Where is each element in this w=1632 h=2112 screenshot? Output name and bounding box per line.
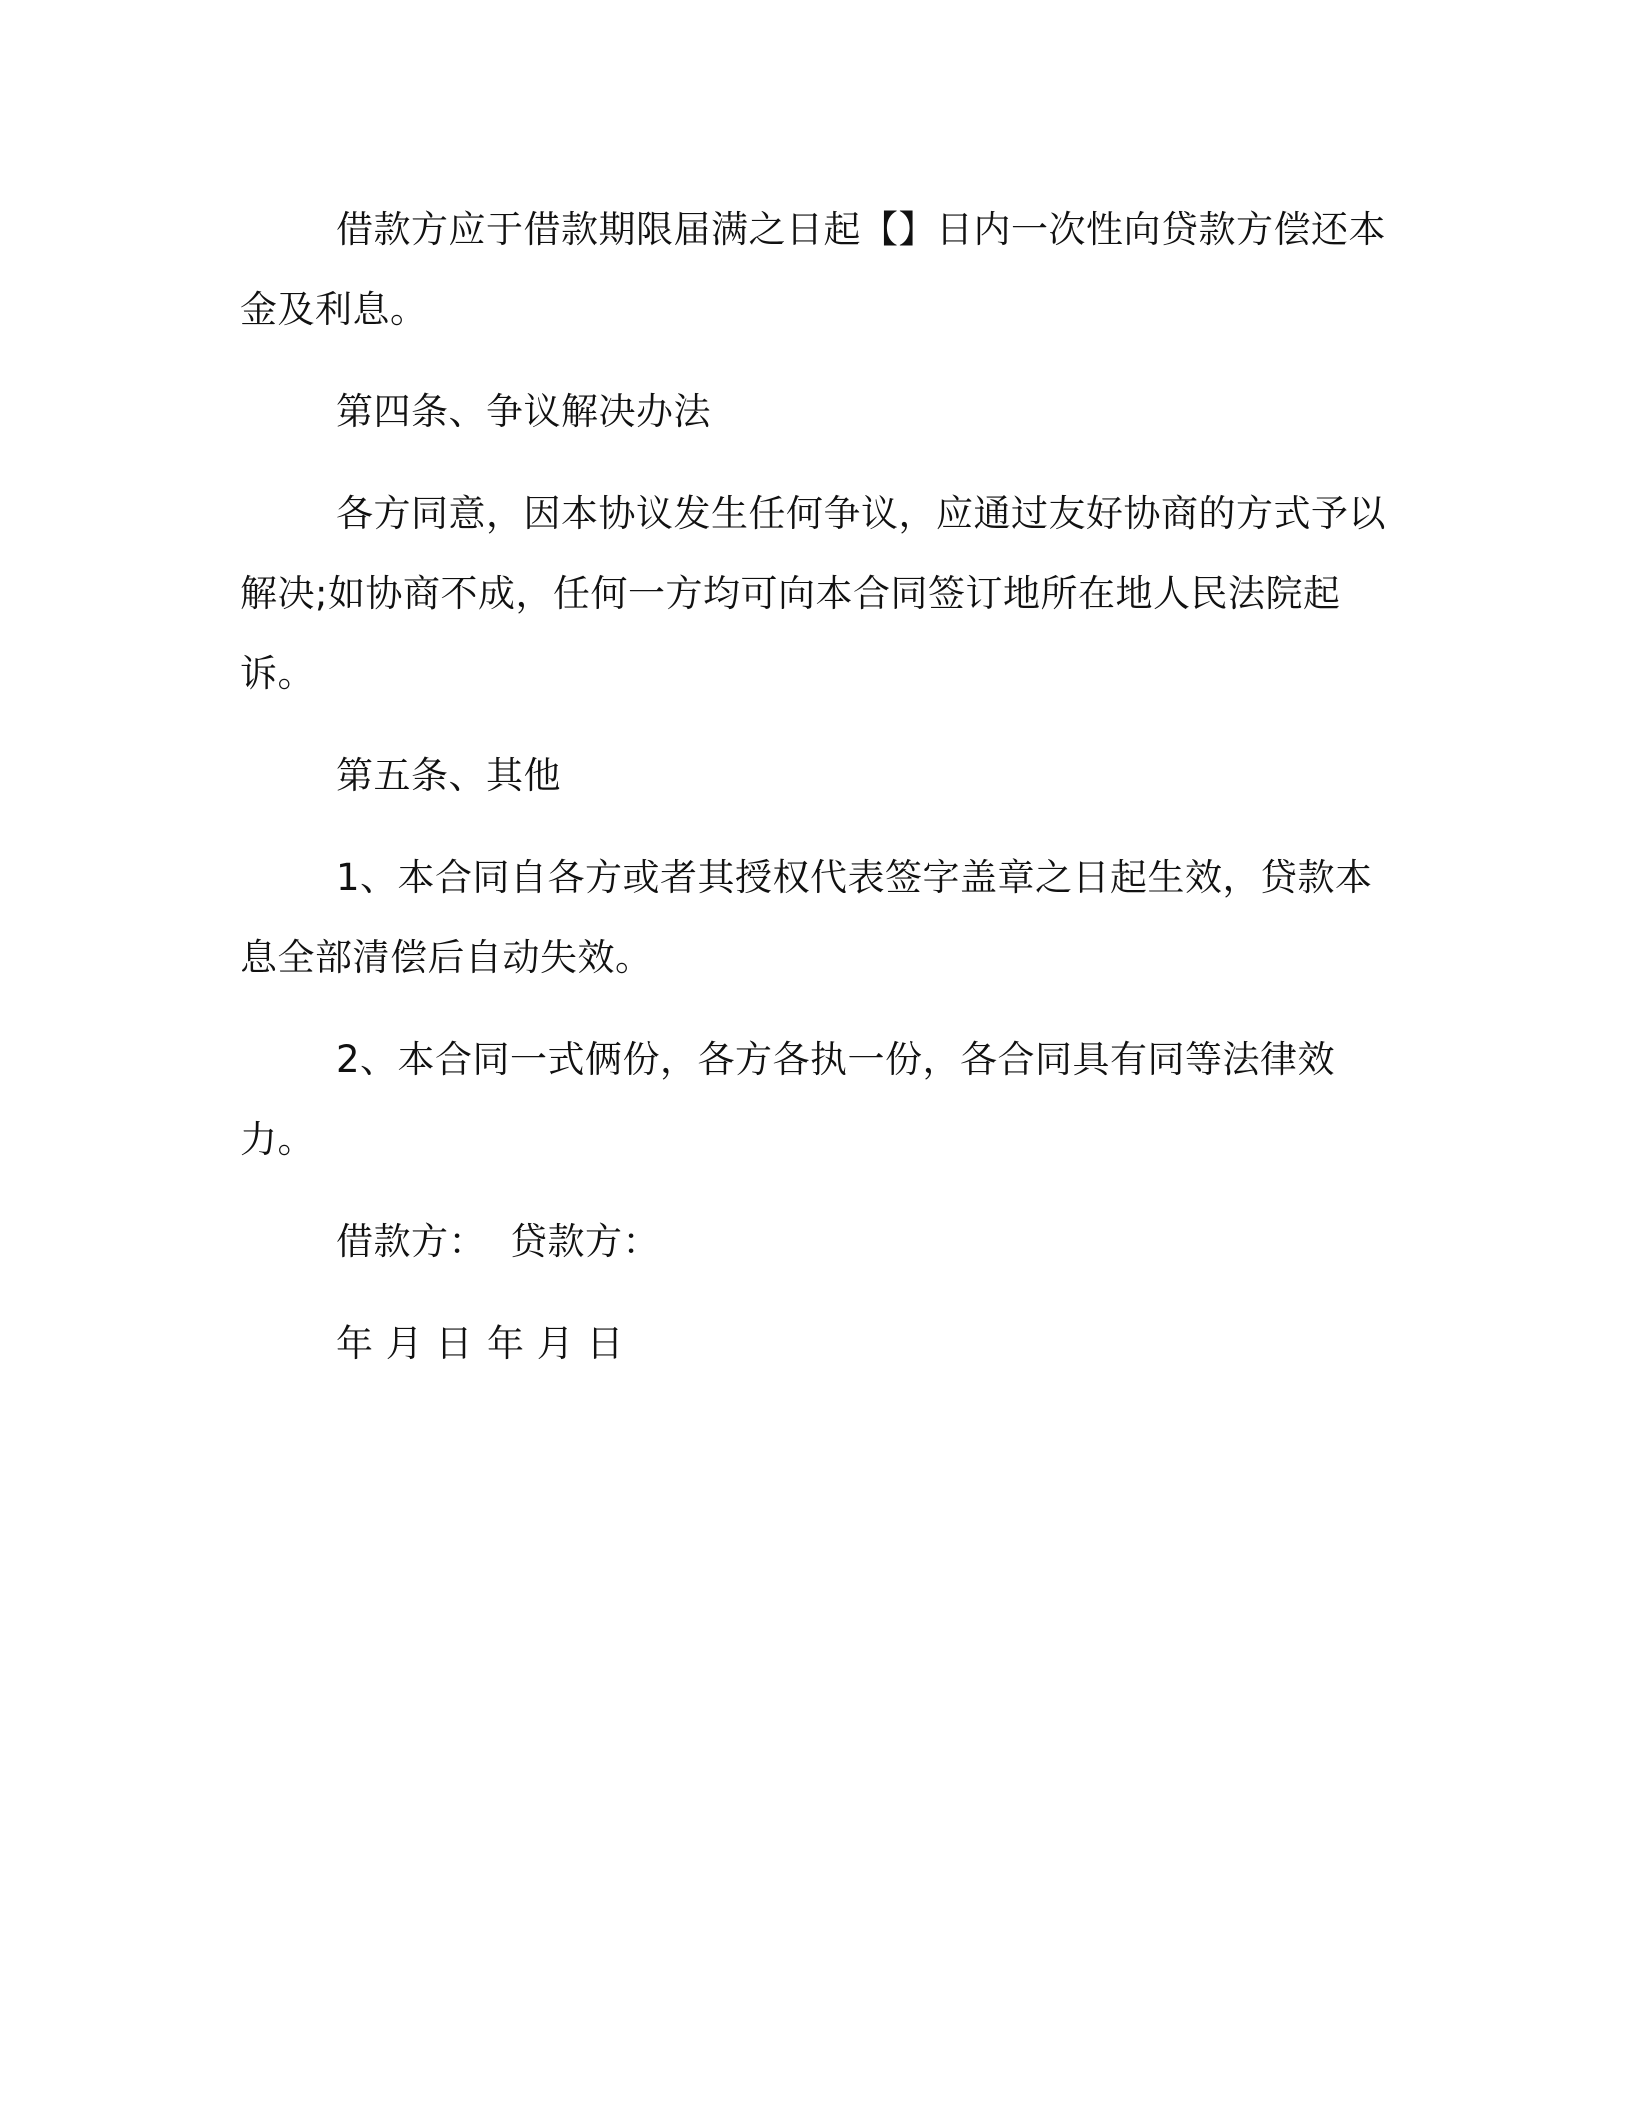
lender-label: 贷款方： — [510, 1220, 660, 1263]
borrower-label: 借款方： — [336, 1220, 486, 1263]
effectiveness-clause: 1、本合同自各方或者其授权代表签字盖章之日起生效，贷款本息全部清偿后自动失效。 — [240, 856, 1373, 979]
article-four-heading: 第四条、争议解决办法 — [336, 390, 711, 433]
copies-clause: 2、本合同一式俩份，各方各执一份，各合同具有同等法律效力。 — [240, 1038, 1336, 1161]
lender-date: 年 月 日 — [487, 1322, 625, 1365]
repayment-clause: 借款方应于借款期限届满之日起【】日内一次性向贷款方偿还本金及利息。 — [240, 208, 1386, 331]
article-five-heading: 第五条、其他 — [336, 754, 561, 797]
date-row — [240, 1304, 1390, 1384]
document-body — [240, 190, 1390, 1406]
borrower-date: 年 月 日 — [336, 1322, 474, 1365]
dispute-resolution-clause: 各方同意，因本协议发生任何争议，应通过友好协商的方式予以解决;如协商不成，任何一方均可向本合同签订地所在地人民法院起诉。 — [240, 492, 1386, 695]
signature-row — [240, 1202, 1390, 1282]
